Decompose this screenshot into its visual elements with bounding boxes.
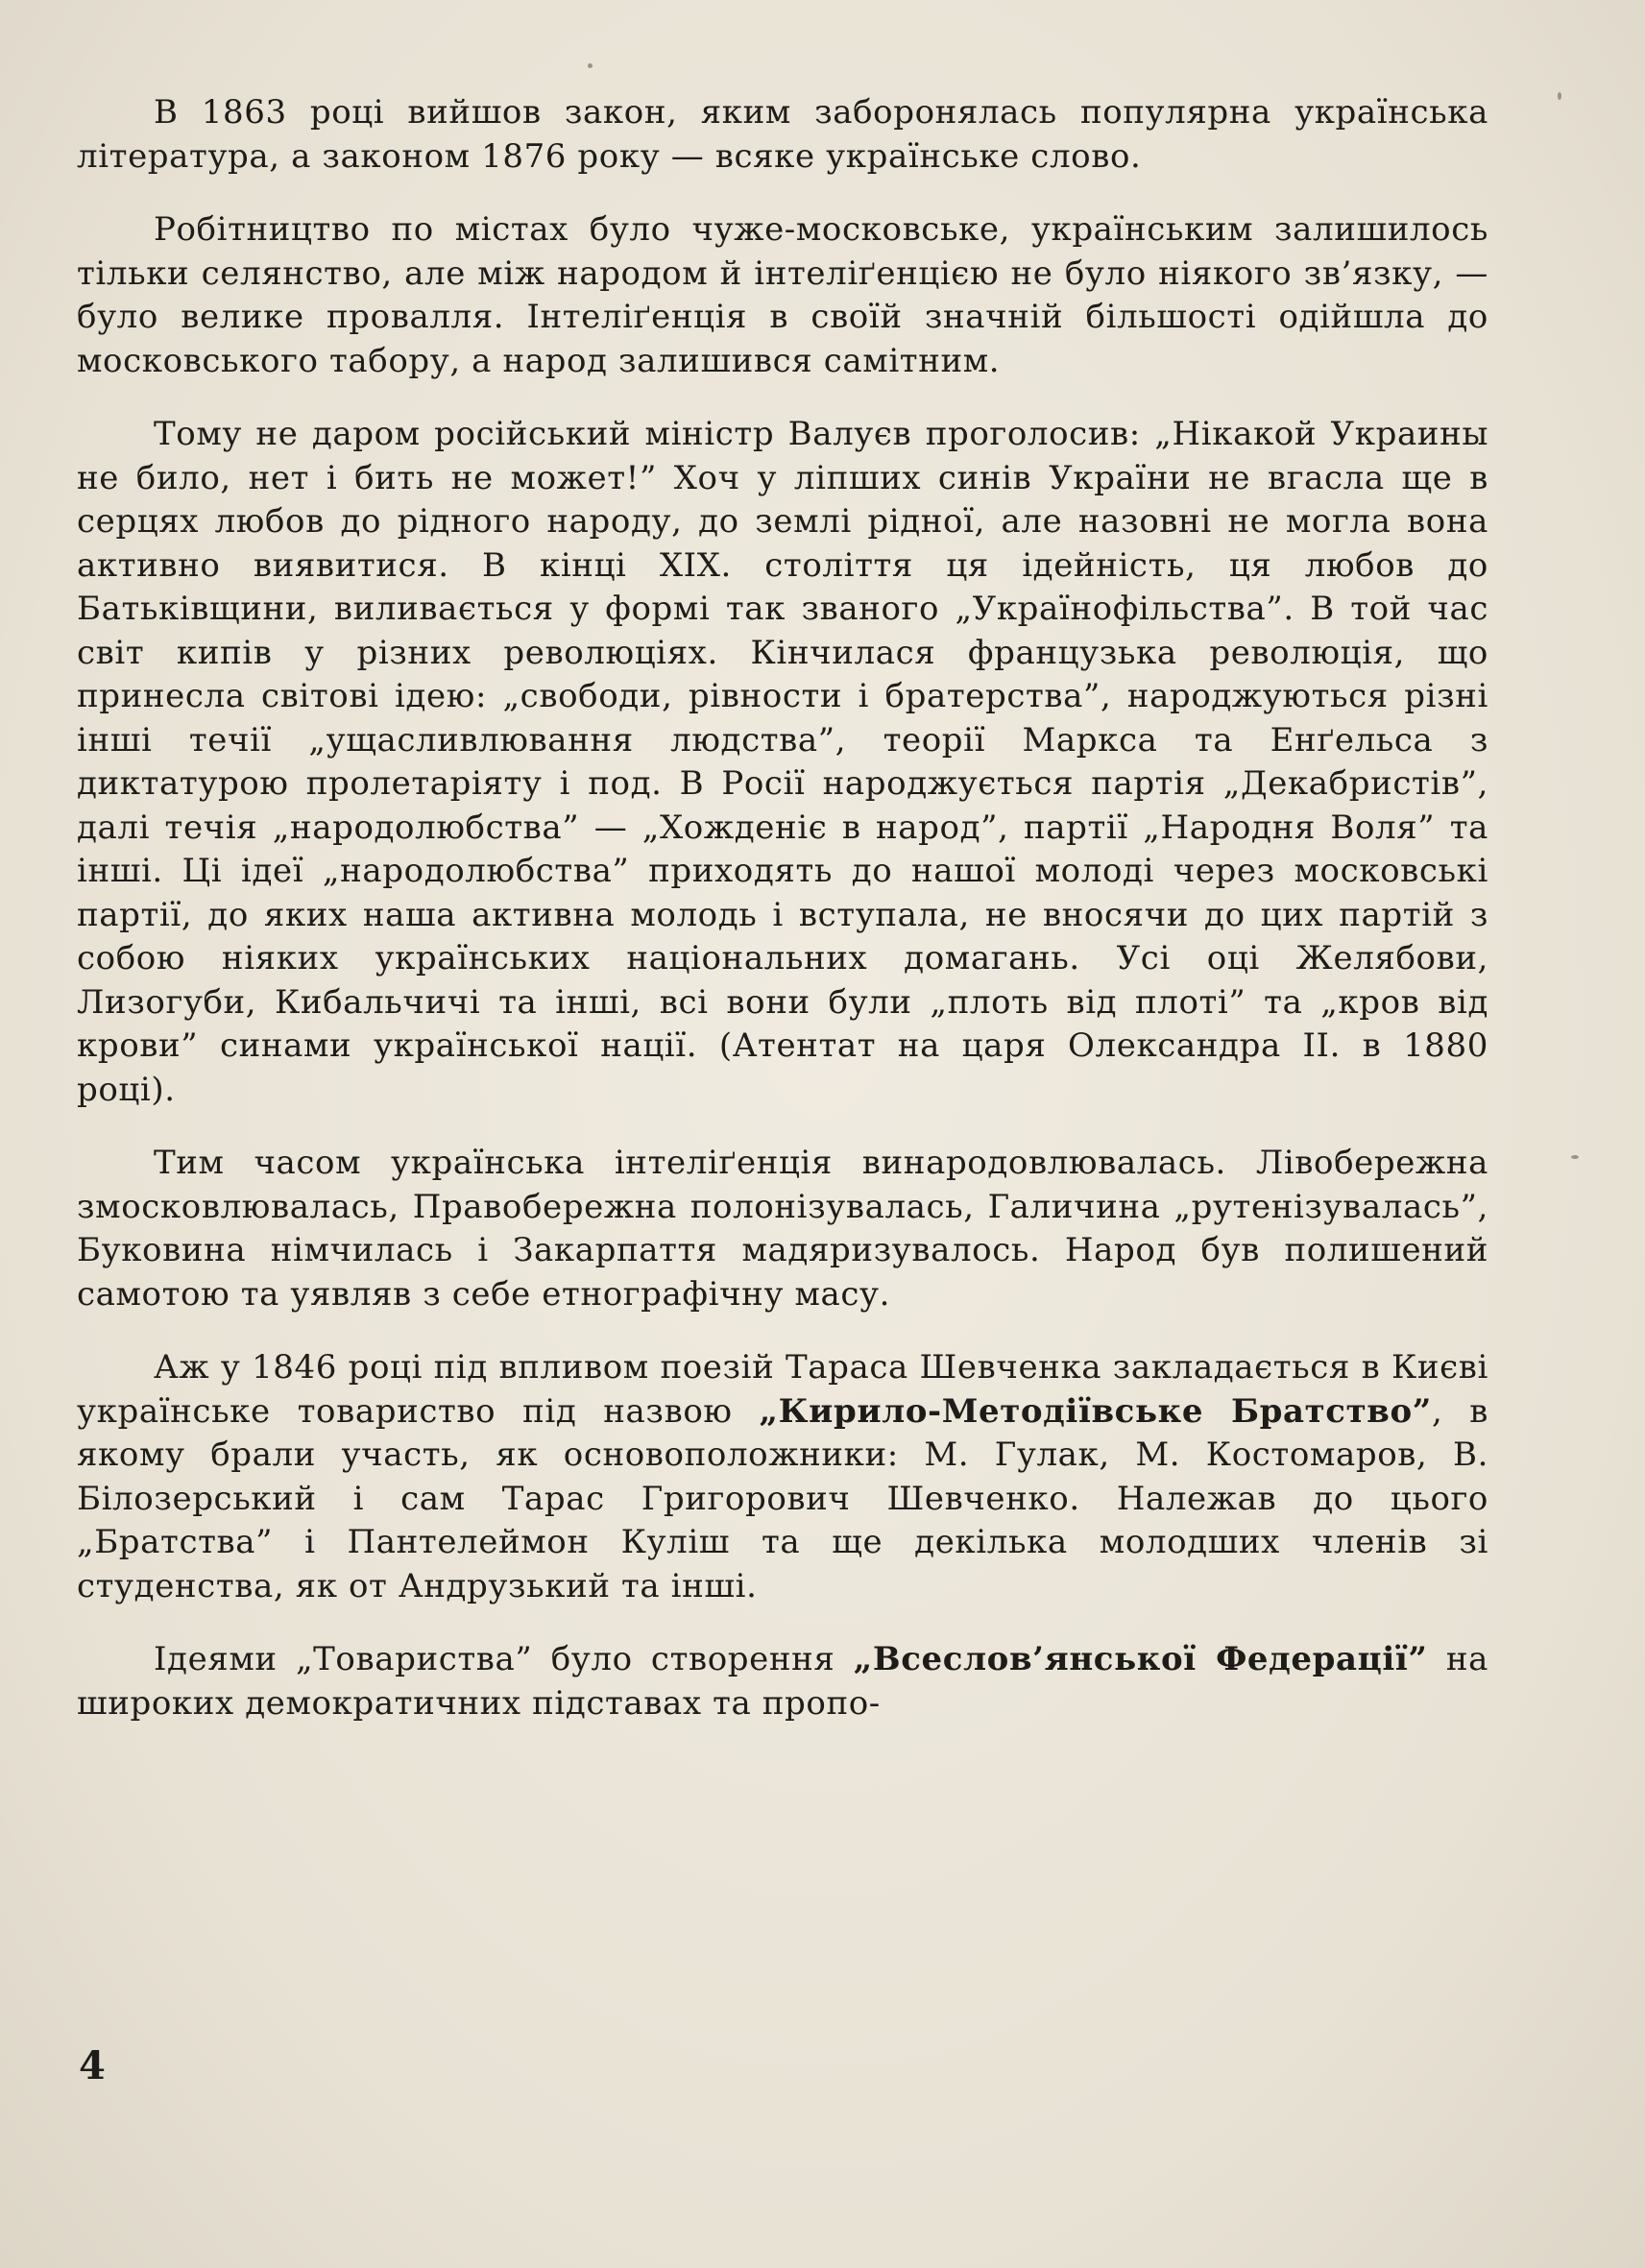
- paragraph-2: [77, 208, 1488, 383]
- paragraph-5-text-a: Аж у 1846 році під впливом поезій Тараса Шевченка закладається в Києві українське товариство під назвою: [77, 1348, 1488, 1431]
- paragraph-4: [77, 1142, 1488, 1316]
- paragraph-2-text: Робітництво по містах було чуже-московське, українським залишилось тільки селянство, але між народом й інтеліґенцією не було ніякого зв’язку, — було велике провалля. Інтеліґенція в своїй значній більшості одійшла до московського табору, а народ залишився самітним.: [77, 210, 1488, 380]
- paper-speck: [1571, 1155, 1579, 1159]
- paper-speck: [588, 63, 593, 68]
- paragraph-6-text-b: на широких демократичних підставах та пропо-: [77, 1640, 1488, 1723]
- paper-speck: [1558, 92, 1561, 100]
- paragraph-3: [77, 413, 1488, 1112]
- paragraph-5-text-b: , в якому брали участь, як основоположники: М. Гулак, М. Костомаров, В. Білозерський і сам Тарас Григорович Шевченко. Належав до цього „Братства” і Пантелеймон Куліш та ще декілька молодших членів зі студенства, як от Андрузький та інші.: [77, 1391, 1488, 1605]
- paragraph-5: [77, 1346, 1488, 1608]
- paragraph-1-text: В 1863 році вийшов закон, яким заборонялась популярна українська література, а законом 1876 року — всяке українське слово.: [77, 93, 1488, 176]
- body-text: [77, 91, 1488, 1755]
- paragraph-3-text: Тому не даром російський міністр Валуєв проголосив: „Нікакой Украины не било, нет і бить не может!” Хоч у ліпших синів України не вгасла ще в серцях любов до рідного народу, до землі рідної, але назовні не могла вона активно виявитися. В кінці XIX. століття ця ідейність, ця любов до Батьківщини, виливається у формі так званого „Українофільства”. В той час світ кипів у різних революціях. Кінчилася французька революція, що принесла світові ідею: „свободи, рівности і братерства”, народжуються різні інші течії „ущасливлювання людства”, теорії Маркса та Енґельса з диктатурою пролетаріяту і под. В Росії народжується партія „Декабристів”, далі течія „народолюбства” — „Хожденіє в народ”, партії „Народня Воля” та інші. Ці ідеї „народолюбства” приходять до нашої молоді через московські партії, до яких наша активна молодь і вступала, не вносячи до цих партій з собою ніяких українських національних домагань. Усі оці Желябови, Лизогуби, Кибальчичі та інші, всі вони були „плоть від плоті” та „кров від крови” синами української нації. (Атентат на царя Олександра II. в 1880 році).: [77, 415, 1488, 1109]
- paragraph-1: [77, 91, 1488, 179]
- federation-name: „Всеслов’янської Федерації”: [853, 1640, 1428, 1678]
- paragraph-6-text-a: Ідеями „Товариства” було створення: [154, 1640, 854, 1678]
- brotherhood-name: „Кирило-Методіївське Братство”: [759, 1391, 1432, 1431]
- paragraph-6: [77, 1638, 1488, 1725]
- paragraph-4-text: Тим часом українська інтеліґенція винародовлювалась. Лівобережна змосковлювалась, Правобережна полонізувалась, Галичина „рутенізувалась”, Буковина німчилась і Закарпаття мадяризувалось. Народ був полишений самотою та уявляв з себе етнографічну масу.: [77, 1144, 1488, 1314]
- page-number: 4: [79, 2043, 106, 2088]
